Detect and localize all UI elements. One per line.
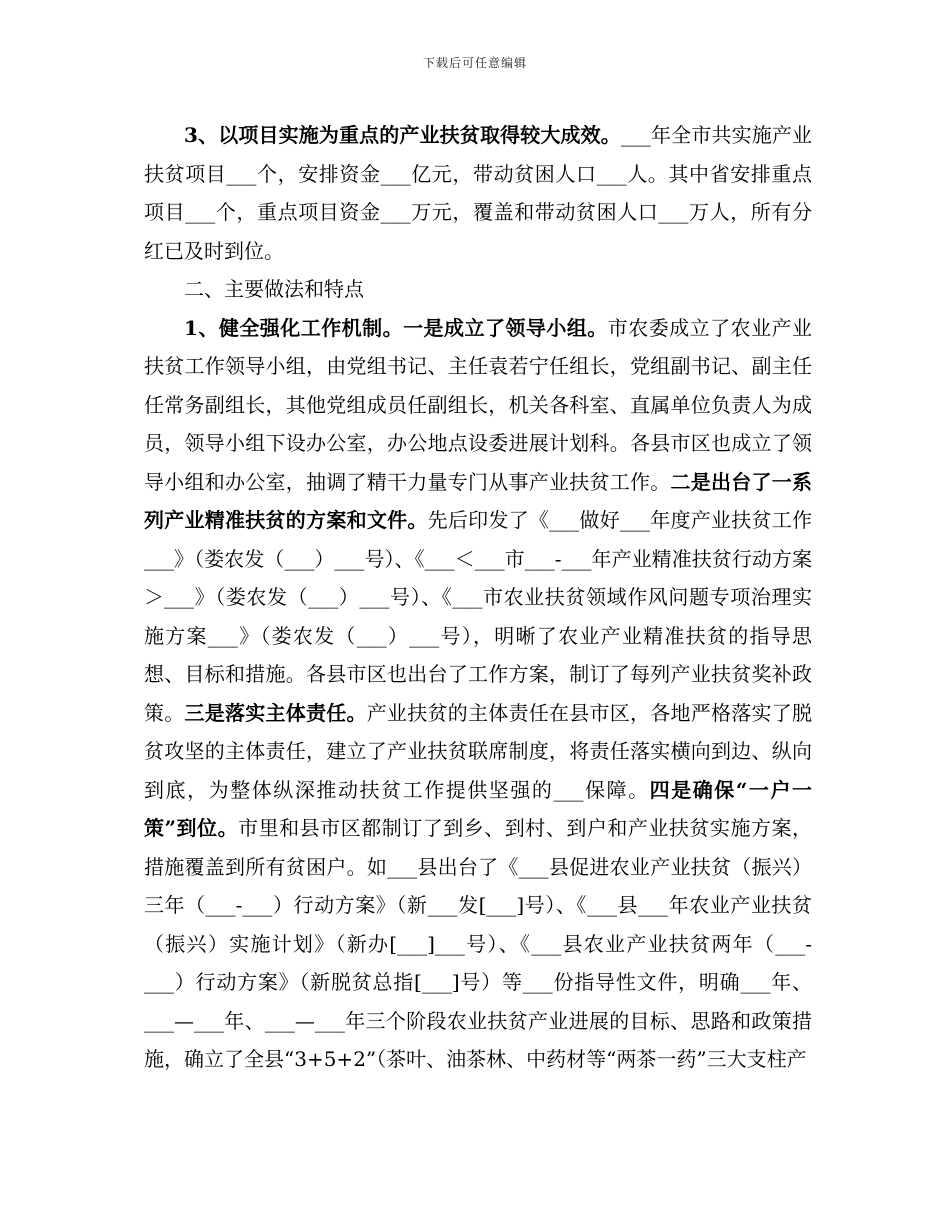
paragraph-text: 产业扶贫的主体责任在县市区，各地严格落实了脱贫攻坚的主体责任，建立了产业扶贫联席制度，将责任落实横向到边、纵向到底，为整体纵深推动扶贫工作提供坚强的___保障。	[144, 700, 812, 802]
paragraph-text: 先后印发了《___做好___年度产业扶贫工作___》（娄农发（___）___号）、《___＜___市___-___年产业精准扶贫行动方案＞___》（娄农发（___）___号）、《___市农业扶贫领域作风问题专项治理实施方案___》（娄农发（___）___号），明晰了农业产业精准扶贫的指导思想、目标和措施。各县市区也出台了工作方案，制订了每列产业扶贫奖补政策。	[144, 508, 813, 725]
paragraph-text: ___年全市共实施产业扶贫项目___个，安排资金___亿元，带动贫困人口___人。其中省安排重点项目___个，重点项目资金___万元，覆盖和带动贫困人口___万人，所有分红已及时到位。	[144, 123, 812, 263]
paragraph-heading: 1、健全强化工作机制。一是成立了领导小组。	[184, 315, 608, 340]
document-body	[144, 116, 812, 1079]
paragraph-heading: 三是落实主体责任。	[184, 700, 367, 725]
paragraph-heading: 二是出台了一系列产业精准扶贫的方案和文件。	[144, 469, 812, 532]
page-header: 下载后可任意编辑	[422, 56, 527, 70]
section-title: 二、主要做法和特点	[184, 277, 364, 301]
paragraph-text: 市里和县市区都制订了到乡、到村、到户和产业扶贫实施方案，措施覆盖到所有贫困户。如___县出台了《___县促进农业产业扶贫（振兴）三年（___-___）行动方案》（新___发[___]号）、《___县___年农业产业扶贫（振兴）实施计划》（新办[___]___号）、《___县农业产业扶贫两年（___-___）行动方案》（新脱贫总指[___]号）等___份指导性文件，明确___年、___—___年、___—___年三个阶段农业扶贫产业进展的目标、思路和政策措施，确立了全县“3+5+2”（茶叶、油茶林、中药材等“两茶一药”三大支柱产	[144, 816, 813, 1071]
paragraph-mechanism	[144, 309, 812, 1079]
paragraph-heading: 3、以项目实施为重点的产业扶贫取得较大成效。	[184, 123, 621, 147]
paragraph-heading: 四是确保“一户一策”到位。	[144, 777, 812, 840]
paragraph-results	[144, 116, 812, 270]
paragraph-text: 市农委成立了农业产业扶贫工作领导小组，由党组书记、主任袁若宁任组长，党组副书记、副主任任常务副组长，其他党组成员任副组长，机关各科室、直属单位负责人为成员，领导小组下设办公室，办公地点设委进展计划科。各县市区也成立了领导小组和办公室，抽调了精干力量专门从事产业扶贫工作。	[144, 315, 813, 494]
